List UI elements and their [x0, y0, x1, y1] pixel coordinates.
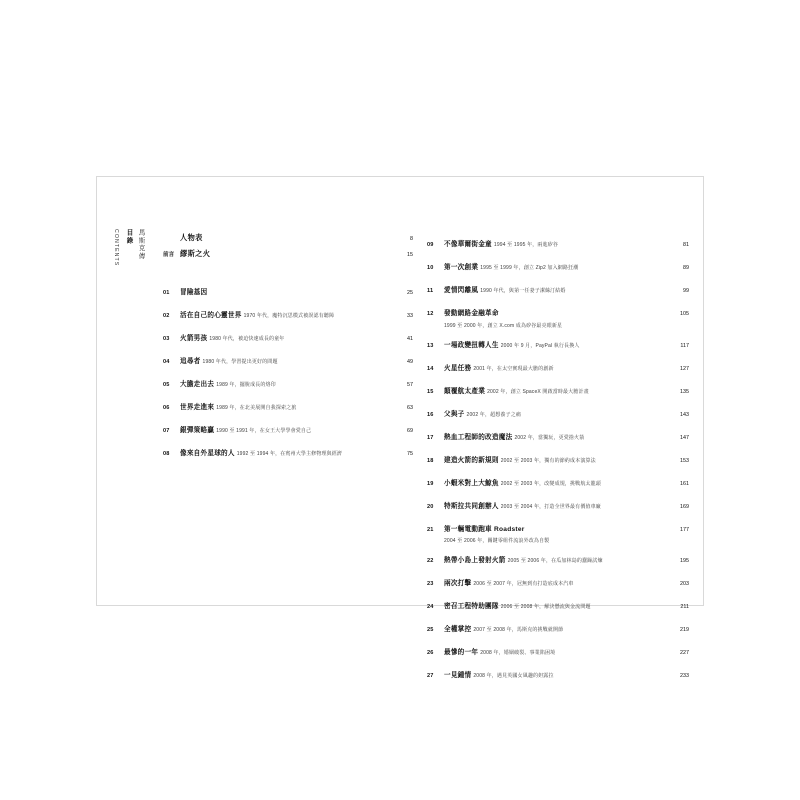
toc-entry-page: 233 [680, 673, 689, 679]
toc-entry-number: 14 [427, 365, 434, 372]
toc-entry-body [444, 549, 667, 567]
toc-entry-title: 最慘的一年 [444, 649, 479, 656]
toc-entry-number: 10 [427, 265, 434, 271]
toc-entry-page: 143 [680, 411, 689, 418]
book-spread [96, 176, 704, 679]
toc-entry-number: 17 [427, 434, 434, 441]
toc-entry-number: 26 [427, 650, 434, 656]
front-matter-title-0: 人物表 [180, 233, 203, 242]
toc-entry-page: 117 [680, 342, 689, 349]
toc-right-entries [427, 233, 689, 682]
toc-entry-body [180, 281, 391, 299]
toc-entry-number: 15 [427, 388, 434, 395]
toc-entry-page: 161 [680, 480, 689, 487]
toc-entry[interactable] [427, 595, 689, 613]
toc-entry-title: 發動網路金融革命 [444, 310, 499, 317]
spine-book-title: 馬斯克傳 [137, 229, 145, 260]
toc-entry-body [444, 357, 667, 375]
toc-entry-page: 25 [407, 290, 413, 296]
toc-entry-body [180, 304, 391, 322]
toc-entry-body [444, 518, 667, 545]
toc-entry-number: 13 [427, 342, 434, 349]
toc-entry-number: 22 [427, 558, 434, 564]
toc-entry-subtitle: 2003 至 2004 年，打造全世界最有價值車廠 [500, 503, 601, 510]
toc-entry[interactable] [427, 426, 689, 444]
toc-entry-number: 08 [163, 451, 170, 457]
toc-entry-title: 冒險基因 [180, 289, 208, 296]
toc-entry[interactable] [427, 495, 689, 513]
toc-entry-number: 18 [427, 457, 434, 464]
toc-entry-subtitle: 2002 至 2003 年，獨有的節約成本演算法 [500, 457, 596, 464]
toc-entry[interactable] [427, 302, 689, 329]
toc-entry-title: 世界走進來 [180, 404, 215, 411]
toc-entry-title: 第一輛電動跑車 Roadster [444, 525, 525, 533]
toc-entry-body [444, 233, 667, 251]
toc-entry-subtitle: 2000 年 9 月，PayPal 執行長換人 [500, 342, 580, 349]
toc-entry-title: 一見鍾情 [444, 672, 472, 679]
toc-right-column [427, 233, 689, 687]
toc-entry-subtitle: 2001 年，在太空實現最大膽的創新 [473, 365, 554, 372]
toc-entry-page: 177 [680, 526, 689, 533]
toc-entry-page: 81 [683, 242, 689, 248]
toc-entry-number: 01 [163, 290, 170, 296]
toc-entry-body [444, 279, 667, 297]
toc-entry[interactable] [163, 281, 413, 299]
toc-entry-body [180, 350, 391, 368]
toc-entry-title: 第一次創業 [444, 264, 479, 271]
toc-entry[interactable] [427, 334, 689, 352]
front-matter-spacer [163, 265, 413, 281]
toc-entry[interactable] [163, 442, 413, 460]
toc-entry-title: 熱血工程師的改造魔法 [444, 433, 513, 441]
toc-entry-number: 09 [427, 242, 434, 248]
toc-entry-page: 211 [680, 604, 689, 610]
front-matter-title-1: 繆斯之火 [180, 249, 211, 258]
toc-entry-subtitle: 2005 至 2006 年，在瓜加林島的蠢躁試煉 [507, 558, 603, 564]
toc-entry-number: 24 [427, 604, 434, 610]
toc-entry[interactable] [427, 256, 689, 274]
toc-entry-title: 追尋者 [180, 358, 201, 365]
toc-entry[interactable] [427, 449, 689, 467]
toc-entry-title: 小蝦米對上大鯨魚 [444, 479, 499, 487]
toc-entry-body [444, 426, 667, 444]
toc-entry-subtitle: 1992 至 1994 年，在賓州大學主修物理與經濟 [236, 451, 343, 457]
toc-entry[interactable] [427, 549, 689, 567]
toc-entry-subtitle-line2: 1999 至 2000 年，創立 X.com 成為矽谷最亮眼新星 [444, 322, 563, 329]
toc-entry-title: 特斯拉共同創辦人 [444, 502, 499, 510]
toc-entry-number: 06 [163, 405, 170, 411]
toc-entry-title: 一場政變扭轉人生 [444, 341, 499, 349]
toc-entry-cast[interactable] [163, 233, 413, 243]
toc-entry-body [444, 664, 667, 682]
toc-entry-number: 12 [427, 311, 434, 317]
toc-entry-body [180, 373, 391, 391]
toc-entry-body [444, 256, 667, 274]
toc-entry-number: 07 [163, 428, 170, 434]
toc-entry-body [444, 641, 667, 659]
toc-entry[interactable] [163, 396, 413, 414]
front-matter-label-1: 前言 [163, 252, 175, 258]
toc-entry-subtitle: 1989 年，在北美展開自我探索之旅 [216, 405, 297, 411]
toc-entry-subtitle: 2002 年，超想養子之痛 [466, 411, 521, 418]
toc-entry[interactable] [427, 380, 689, 398]
front-matter-page-0: 8 [410, 236, 413, 242]
toc-entry-body [180, 327, 391, 345]
toc-entry-subtitle: 1990 至 1991 年，在女王大學學會愛自己 [216, 428, 312, 434]
toc-entry-subtitle: 2006 至 2008 年，解決懸流與金流問題 [500, 604, 591, 610]
toc-entry-subtitle: 1994 至 1995 年，兩進矽谷 [493, 242, 559, 248]
toc-entry[interactable] [427, 572, 689, 590]
toc-entry-title: 父與子 [444, 410, 465, 418]
toc-entry[interactable] [427, 279, 689, 297]
toc-entry-number: 11 [427, 288, 434, 294]
toc-entry-title: 密召工程特助團隊 [444, 603, 499, 610]
toc-left-entries [163, 281, 413, 460]
toc-entry-subtitle: 1970 年代，魔特沉思模式被誤認有聽障 [243, 313, 335, 319]
toc-entry-page: 99 [683, 288, 689, 294]
toc-entry-number: 16 [427, 411, 434, 418]
toc-entry[interactable] [163, 373, 413, 391]
toc-entry-page: 41 [407, 336, 413, 342]
toc-entry-page: 219 [680, 627, 689, 633]
toc-entry-page: 89 [683, 265, 689, 271]
toc-entry[interactable] [427, 357, 689, 375]
toc-entry-title: 銀彈策略贏 [180, 427, 215, 434]
toc-entry-subtitle-line2: 2004 至 2006 年，關鍵零組件流浪外改為自製 [444, 538, 550, 544]
toc-entry-title: 活在自己的心靈世界 [180, 312, 242, 319]
toc-entry-number: 03 [163, 336, 170, 342]
toc-entry-title: 不像華爾街金童 [444, 241, 492, 248]
toc-entry-number: 23 [427, 581, 434, 587]
toc-entry-subtitle: 2008 年，遇見英國女風趣的妲露拉 [473, 673, 554, 679]
toc-entry-body [444, 572, 667, 590]
toc-entry-page: 127 [680, 365, 689, 372]
toc-entry-subtitle: 2006 至 2007 年，冠無到有打造底成本汽車 [473, 581, 574, 587]
toc-entry-number: 27 [427, 673, 434, 679]
toc-entry-page: 105 [680, 311, 689, 317]
toc-entry-number: 21 [427, 526, 434, 533]
toc-entry-number: 20 [427, 503, 434, 510]
toc-entry-title: 愛情閃離風 [444, 287, 479, 294]
toc-entry[interactable] [427, 403, 689, 421]
toc-entry-subtitle: 1990 年代，與第一任妻子潔絲汀結婚 [480, 288, 566, 294]
toc-entry-body [180, 419, 391, 437]
toc-entry-page: 227 [680, 650, 689, 656]
toc-entry-body [444, 302, 667, 329]
spine-label [111, 229, 157, 409]
toc-entry[interactable] [427, 472, 689, 490]
toc-entry-title: 火箭男孩 [180, 335, 208, 342]
toc-entry-page: 75 [407, 451, 413, 457]
toc-entry-page: 69 [407, 428, 413, 434]
toc-entry-title: 像來自外星球的人 [180, 450, 235, 457]
toc-entry[interactable] [163, 350, 413, 368]
toc-entry-body [444, 334, 667, 352]
toc-entry-body [444, 472, 667, 490]
toc-entry-title: 大膽走出去 [180, 381, 215, 388]
toc-entry-page: 63 [407, 405, 413, 411]
toc-entry-subtitle: 1989 年，擺脫成長的烙印 [216, 382, 276, 388]
toc-entry-subtitle: 1980 年代，被迫快速成長的童年 [209, 336, 285, 342]
toc-entry-body [444, 618, 667, 636]
toc-entry-title: 熱帶小島上發射火箭 [444, 557, 506, 564]
toc-entry[interactable] [427, 518, 689, 545]
toc-entry-body [444, 403, 667, 421]
toc-entry[interactable] [163, 419, 413, 437]
toc-entry-body [180, 442, 391, 460]
toc-entry[interactable] [427, 233, 689, 251]
toc-entry[interactable] [427, 618, 689, 636]
toc-entry-page: 57 [407, 382, 413, 388]
toc-entry-page: 49 [407, 359, 413, 365]
toc-entry-number: 05 [163, 382, 170, 388]
toc-entry-page: 147 [680, 434, 689, 441]
toc-entry-title: 兩次打擊 [444, 580, 472, 587]
toc-entry-page: 169 [680, 503, 689, 510]
toc-entry-page: 153 [680, 457, 689, 464]
toc-entry-subtitle: 2002 年，創立 SpaceX 開啟當時最大膽計畫 [487, 388, 589, 395]
toc-entry-title: 全權掌控 [444, 626, 472, 633]
spine-latin-label: CONTENTS [113, 229, 120, 267]
toc-entry-number: 04 [163, 359, 170, 365]
toc-entry-page: 195 [680, 558, 689, 564]
toc-entry-title: 建造火箭的新規則 [444, 456, 499, 464]
toc-entry-number: 25 [427, 627, 434, 633]
spine-section-title: 目錄 [125, 229, 133, 245]
toc-entry[interactable] [427, 664, 689, 682]
toc-entry-number: 19 [427, 480, 434, 487]
toc-entry-subtitle: 1980 年代，學習提出更好的問題 [202, 359, 278, 365]
front-matter-block [163, 233, 413, 259]
toc-entry-body [444, 449, 667, 467]
front-matter-page-1: 15 [407, 252, 413, 258]
toc-entry-subtitle: 2007 至 2008 年，馬斯克的挑戰就開節 [473, 627, 564, 633]
toc-entry-body [444, 380, 667, 398]
toc-entry-subtitle: 2002 年，當獨玩，更愛捨火箭 [514, 434, 585, 441]
toc-entry-body [180, 396, 391, 414]
toc-entry-page: 135 [680, 388, 689, 395]
toc-entry-page: 33 [407, 313, 413, 319]
toc-entry[interactable] [163, 304, 413, 322]
toc-entry-subtitle: 2002 至 2003 年，改變成規，挑戰航太龍頭 [500, 480, 601, 487]
toc-entry-body [444, 495, 667, 513]
toc-entry-subtitle: 1995 至 1999 年，創立 Zip2 加入網路狂潮 [480, 265, 579, 271]
toc-entry-preface[interactable] [163, 249, 413, 259]
toc-entry-number: 02 [163, 313, 170, 319]
toc-entry-page: 203 [680, 581, 689, 587]
toc-entry-subtitle: 2008 年，婚姻破裂、事業陷困境 [480, 650, 556, 656]
toc-entry-title: 顛覆航太產業 [444, 387, 486, 395]
toc-entry[interactable] [427, 641, 689, 659]
toc-entry-title: 火星任務 [444, 364, 472, 372]
toc-entry-body [444, 595, 667, 613]
toc-entry[interactable] [163, 327, 413, 345]
toc-left-column [163, 233, 413, 465]
